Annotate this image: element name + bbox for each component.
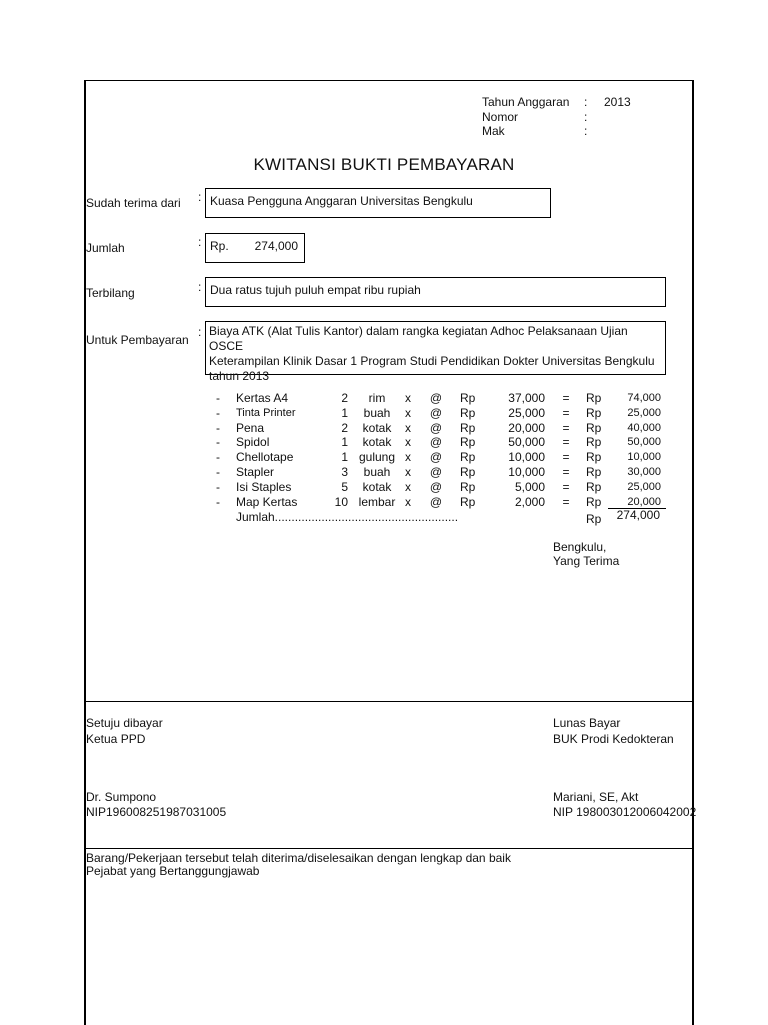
- item-qty: 2: [341, 420, 348, 435]
- nomor-colon: :: [584, 110, 588, 124]
- untuk-label: Untuk Pembayaran: [86, 333, 189, 347]
- divider-signatures: [84, 701, 692, 702]
- jumlah-field: [205, 233, 305, 263]
- item-x: x: [405, 391, 411, 405]
- item-name: Stapler: [236, 465, 275, 479]
- item-dash: -: [216, 479, 220, 494]
- item-x: x: [405, 465, 411, 479]
- item-name: Isi Staples: [236, 479, 292, 494]
- untuk-line-2: Keterampilan Klinik Dasar 1 Program Studi Pendidikan Dokter Universitas Bengkulu: [209, 354, 655, 368]
- mak-colon: :: [584, 124, 588, 138]
- item-total: 50,000: [627, 436, 661, 449]
- item-name: Chellotape: [236, 450, 294, 465]
- total-label: Jumlah.......................................................: [236, 510, 459, 524]
- mak-label: Mak: [482, 124, 505, 138]
- item-rp2: Rp: [586, 405, 602, 420]
- right-approval-line2: BUK Prodi Kedokteran: [553, 732, 674, 746]
- item-total: 40,000: [627, 421, 661, 434]
- item-rp: Rp: [460, 435, 476, 450]
- item-qty: 5: [341, 479, 348, 494]
- item-dash: -: [216, 405, 220, 420]
- item-eq: =: [562, 465, 570, 479]
- item-price: 10,000: [508, 450, 545, 465]
- item-unit: kotak: [362, 479, 392, 494]
- item-rp: Rp: [460, 420, 476, 435]
- receiver-city: Bengkulu,: [553, 540, 607, 554]
- item-qty: 10: [334, 494, 348, 509]
- item-rp: Rp: [460, 450, 476, 465]
- item-name: Map Kertas: [236, 494, 298, 509]
- item-at: @: [429, 435, 443, 450]
- terbilang-colon: :: [198, 280, 202, 294]
- item-price: 37,000: [508, 391, 545, 405]
- item-dash: -: [216, 435, 220, 450]
- item-rp2: Rp: [586, 494, 602, 509]
- item-eq: =: [562, 391, 570, 405]
- page-title: KWITANSI BUKTI PEMBAYARAN: [253, 155, 515, 174]
- item-at: @: [429, 391, 443, 405]
- item-x: x: [405, 479, 411, 494]
- item-dash: -: [216, 391, 220, 405]
- item-rp: Rp: [460, 479, 476, 494]
- item-dash: -: [216, 450, 220, 465]
- terbilang-field: [205, 277, 666, 307]
- total-currency: Rp: [586, 512, 602, 526]
- item-qty: 2: [341, 391, 348, 405]
- item-rp: Rp: [460, 465, 476, 479]
- item-x: x: [405, 494, 411, 509]
- untuk-colon: :: [198, 325, 202, 339]
- item-x: x: [405, 420, 411, 435]
- item-total: 10,000: [627, 451, 661, 464]
- item-qty: 3: [341, 465, 348, 479]
- item-unit: kotak: [362, 420, 392, 435]
- item-qty: 1: [341, 435, 348, 450]
- item-rp: Rp: [460, 494, 476, 509]
- item-name: Kertas A4: [236, 391, 289, 405]
- total-value: 274,000: [616, 508, 660, 522]
- receiver-role: Yang Terima: [553, 554, 620, 568]
- footer-line1: Barang/Pekerjaan tersebut telah diterima/diselesaikan dengan lengkap dan baik: [86, 851, 511, 865]
- item-rp2: Rp: [586, 465, 602, 479]
- item-qty: 1: [341, 450, 348, 465]
- item-price: 20,000: [508, 420, 545, 435]
- left-approver-nip: NIP196008251987031005: [86, 805, 227, 819]
- item-rp2: Rp: [586, 391, 602, 405]
- item-x: x: [405, 450, 411, 465]
- item-unit: gulung: [358, 450, 396, 465]
- item-qty: 1: [341, 405, 348, 420]
- item-eq: =: [562, 420, 570, 435]
- item-x: x: [405, 405, 411, 420]
- item-at: @: [429, 420, 443, 435]
- item-total: 20,000: [627, 495, 661, 508]
- left-approval-line1: Setuju dibayar: [86, 716, 163, 730]
- untuk-line-3: tahun 2013: [209, 369, 270, 383]
- item-dash: -: [216, 465, 220, 479]
- item-dash: -: [216, 494, 220, 509]
- terbilang-label: Terbilang: [86, 286, 135, 300]
- untuk-field: [205, 321, 666, 383]
- sudah-label: Sudah terima dari: [86, 196, 181, 210]
- item-eq: =: [562, 494, 570, 509]
- item-unit: kotak: [362, 435, 392, 450]
- item-at: @: [429, 494, 443, 509]
- item-unit: lembar: [358, 494, 396, 509]
- item-name: Spidol: [236, 435, 270, 450]
- item-rp2: Rp: [586, 435, 602, 450]
- item-dash: -: [216, 420, 220, 435]
- item-total: 25,000: [627, 406, 661, 419]
- jumlah-currency: Rp.: [210, 239, 229, 253]
- item-eq: =: [562, 405, 570, 420]
- item-rp: Rp: [460, 391, 476, 405]
- left-approver-name: Dr. Sumpono: [86, 790, 157, 804]
- item-rp2: Rp: [586, 479, 602, 494]
- item-eq: =: [562, 435, 570, 450]
- item-price: 5,000: [514, 479, 545, 494]
- item-price: 2,000: [514, 494, 545, 509]
- untuk-line-1: Biaya ATK (Alat Tulis Kantor) dalam rangka kegiatan Adhoc Pelaksanaan Ujian OSCE: [209, 324, 628, 353]
- right-approval-line1: Lunas Bayar: [553, 716, 621, 730]
- right-approver-name: Mariani, SE, Akt: [553, 790, 639, 804]
- terbilang-value: Dua ratus tujuh puluh empat ribu rupiah: [210, 283, 421, 297]
- item-rp2: Rp: [586, 450, 602, 465]
- nomor-label: Nomor: [482, 110, 519, 124]
- footer-line2: Pejabat yang Bertanggungjawab: [86, 864, 260, 878]
- item-at: @: [429, 479, 443, 494]
- jumlah-colon: :: [198, 235, 202, 249]
- item-total: 74,000: [627, 392, 661, 404]
- sudah-value: Kuasa Pengguna Anggaran Universitas Bengkulu: [210, 194, 473, 208]
- jumlah-value: 274,000: [254, 239, 298, 253]
- divider-footer: [84, 848, 692, 849]
- item-name: Tinta Printer: [236, 406, 296, 419]
- item-unit: buah: [363, 405, 391, 420]
- item-eq: =: [562, 450, 570, 465]
- item-at: @: [429, 405, 443, 420]
- right-approver-nip: NIP 198003012006042002: [553, 805, 697, 819]
- jumlah-label: Jumlah: [86, 241, 125, 255]
- item-price: 25,000: [508, 405, 545, 420]
- item-total: 30,000: [627, 466, 661, 478]
- sudah-colon: :: [198, 190, 202, 204]
- item-rp: Rp: [460, 405, 476, 420]
- tahun-value: 2013: [604, 95, 631, 109]
- item-unit: rim: [368, 391, 386, 405]
- tahun-label: Tahun Anggaran: [482, 95, 570, 109]
- item-price: 50,000: [508, 435, 545, 450]
- item-rp2: Rp: [586, 420, 602, 435]
- item-eq: =: [562, 479, 570, 494]
- item-at: @: [429, 465, 443, 479]
- tahun-colon: :: [584, 95, 588, 109]
- item-total: 25,000: [627, 480, 661, 493]
- item-at: @: [429, 450, 443, 465]
- left-approval-line2: Ketua PPD: [86, 732, 146, 746]
- item-unit: buah: [363, 465, 391, 479]
- sudah-field: [205, 188, 551, 218]
- item-x: x: [405, 435, 411, 450]
- item-price: 10,000: [508, 465, 545, 479]
- item-name: Pena: [236, 420, 265, 435]
